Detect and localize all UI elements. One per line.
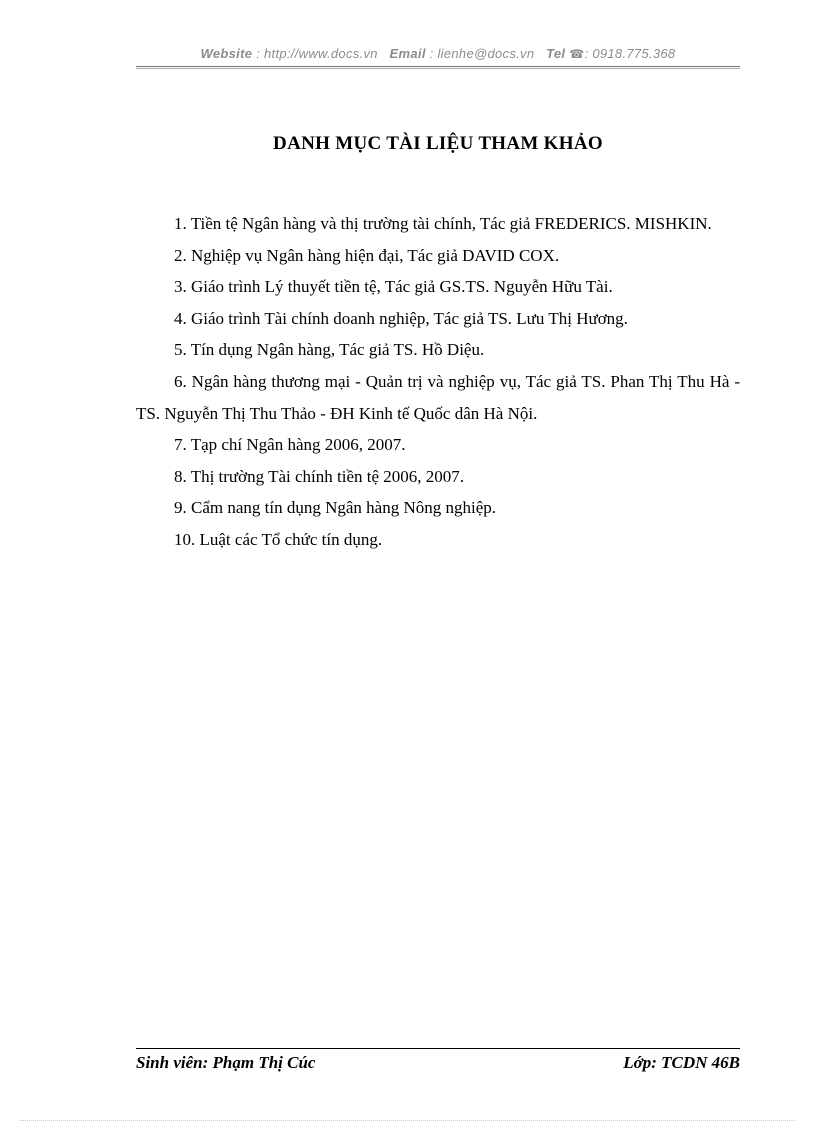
reference-item: 1. Tiền tệ Ngân hàng và thị trường tài chính, Tác giả FREDERICS. MISHKIN. xyxy=(174,214,712,233)
reference-list xyxy=(136,208,740,556)
phone-icon: ☎ xyxy=(569,47,585,61)
page-header xyxy=(136,46,740,61)
header-divider xyxy=(136,66,740,69)
student-name: Sinh viên: Phạm Thị Cúc xyxy=(136,1053,316,1072)
reference-item: 6. Ngân hàng thương mại - Quản trị và nghiệp vụ, Tác giả TS. Phan Thị Thu Hà - TS. Nguyễn Thị Thu Thảo - ĐH Kinh tế Quốc dân Hà Nội. xyxy=(136,371,740,423)
reference-item: 5. Tín dụng Ngân hàng, Tác giả TS. Hồ Diệu. xyxy=(174,340,485,360)
reference-item: 3. Giáo trình Lý thuyết tiền tệ, Tác giả GS.TS. Nguyễn Hữu Tài. xyxy=(174,277,613,297)
reference-item: 10. Luật các Tổ chức tín dụng. xyxy=(174,529,383,549)
reference-item: 2. Nghiệp vụ Ngân hàng hiện đại, Tác giả DAVID COX. xyxy=(174,245,560,265)
website-label: Website xyxy=(200,46,253,61)
page-edge-divider xyxy=(20,1120,796,1121)
class-name: Lớp: TCDN 46B xyxy=(623,1053,740,1072)
email-value: : lienhe@docs.vn xyxy=(429,46,535,61)
reference-item: 8. Thị trường Tài chính tiền tệ 2006, 2007. xyxy=(174,466,465,486)
tel-label: Tel xyxy=(546,46,566,61)
website-value: : http://www.docs.vn xyxy=(256,46,378,61)
page-title: DANH MỤC TÀI LIỆU THAM KHẢO xyxy=(273,133,603,154)
reference-item: 4. Giáo trình Tài chính doanh nghiệp, Tác giả TS. Lưu Thị Hương. xyxy=(174,308,628,328)
reference-item: 9. Cẩm nang tín dụng Ngân hàng Nông nghiệp. xyxy=(174,498,497,518)
tel-value: : 0918.775.368 xyxy=(584,46,676,61)
footer-divider xyxy=(136,1048,740,1049)
reference-item: 7. Tạp chí Ngân hàng 2006, 2007. xyxy=(174,435,406,455)
page-footer xyxy=(136,1053,740,1073)
email-label: Email xyxy=(389,46,426,61)
